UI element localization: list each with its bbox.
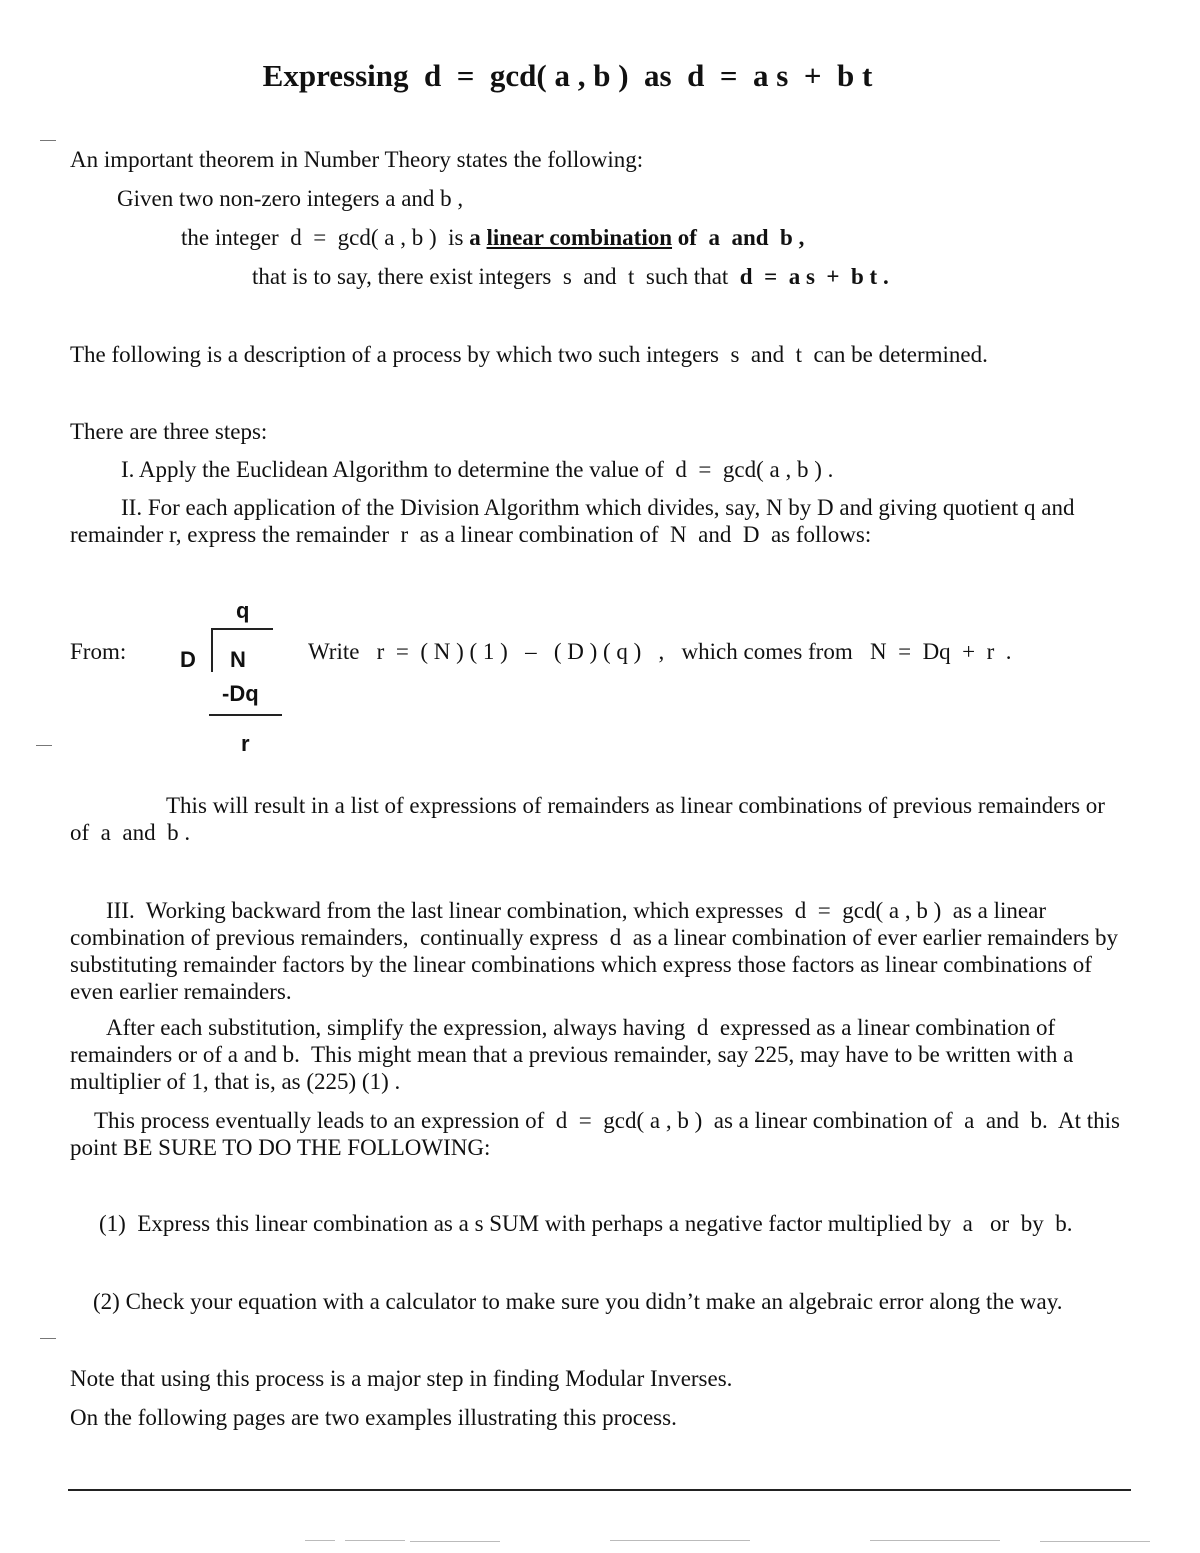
from-label: From:: [70, 639, 127, 664]
final-item-two: (2) Check your equation with a calculator to make sure you didn’t make an algebraic error along the way.: [93, 1289, 1063, 1314]
following-pages-note: On the following pages are two examples illustrating this process.: [70, 1405, 677, 1430]
conclusion-paragraph: This process eventually leads to an expression of d = gcd( a , b ) as a linear combination of a and b. At this point BE SURE TO DO THE FOLLOWING:: [70, 1108, 1126, 1160]
intro-line: An important theorem in Number Theory states the following:: [70, 147, 644, 172]
theorem-text: the integer d = gcd( a , b ) is: [181, 225, 470, 250]
divisor-label: D: [180, 647, 196, 672]
intro-theorem-line: [181, 224, 804, 251]
intro-existence-line: [252, 263, 889, 290]
existence-text: that is to say, there exist integers s and t such that: [252, 264, 740, 289]
linear-combination-term: linear combination: [486, 225, 673, 250]
description-line: The following is a description of a process by which two such integers s and t can be determined.: [70, 342, 988, 367]
page-title: Expressing d = gcd( a , b ) as d = a s + b t: [262, 58, 873, 93]
division-bracket: [211, 628, 213, 672]
result-line1: This will result in a list of expressions of remainders as linear combinations of previous remainders or: [166, 793, 1105, 818]
existence-equation: d = a s + b t .: [739, 264, 889, 289]
note-line: Note that using this process is a major step in finding Modular Inverses.: [70, 1366, 733, 1391]
margin-mark: [40, 1338, 56, 1339]
step-two-line1: II. For each application of the Division Algorithm which divides, say, N by D and giving quotient q and: [121, 495, 1075, 520]
substitution-paragraph: After each substitution, simplify the expression, always having d expressed as a linear combination of remainders or of a and b. This might mean that a previous remainder, say 225, may have to be written with a multiplier of 1, that is, as (225) (1) .: [70, 1015, 1080, 1094]
product-label: -Dq: [222, 681, 259, 706]
quotient-label: q: [236, 598, 250, 623]
margin-mark: [40, 140, 56, 141]
scan-dash: [1040, 1541, 1150, 1542]
scan-dash: [305, 1540, 335, 1541]
final-item-one: (1) Express this linear combination as a s SUM with perhaps a negative factor multiplied by a or by b.: [99, 1211, 1073, 1236]
margin-mark: [36, 745, 52, 746]
scan-dash: [345, 1540, 405, 1541]
step-two-line2: remainder r, express the remainder r as a linear combination of N and D as follows:: [70, 522, 872, 547]
scan-dash: [610, 1540, 750, 1541]
scan-dash: [410, 1541, 500, 1542]
steps-intro: There are three steps:: [70, 419, 268, 444]
write-remainder-line: Write r = ( N ) ( 1 ) – ( D ) ( q ) , which comes from N = Dq + r .: [308, 639, 1012, 664]
dividend-label: N: [230, 647, 246, 672]
step-three-paragraph: III. Working backward from the last linear combination, which expresses d = gcd( a , b ) as a linear combination of previous remainders, continually express d as a linear combination of ever earlier remainders by substituting remainder factors by the linear combinations which express those factors as linear combinations of even earlier remainders.: [70, 898, 1124, 1004]
result-line2: of a and b .: [70, 820, 191, 845]
bottom-rule: [68, 1489, 1131, 1491]
theorem-bold-tail: of a and b ,: [672, 225, 805, 250]
division-bar: [213, 628, 273, 630]
subtraction-line: [209, 714, 282, 716]
scan-dash: [870, 1540, 1000, 1541]
step-one: I. Apply the Euclidean Algorithm to determine the value of d = gcd( a , b ) .: [121, 457, 834, 482]
intro-given-line: Given two non-zero integers a and b ,: [117, 186, 464, 211]
theorem-bold: a: [469, 225, 487, 250]
remainder-label: r: [241, 731, 250, 756]
